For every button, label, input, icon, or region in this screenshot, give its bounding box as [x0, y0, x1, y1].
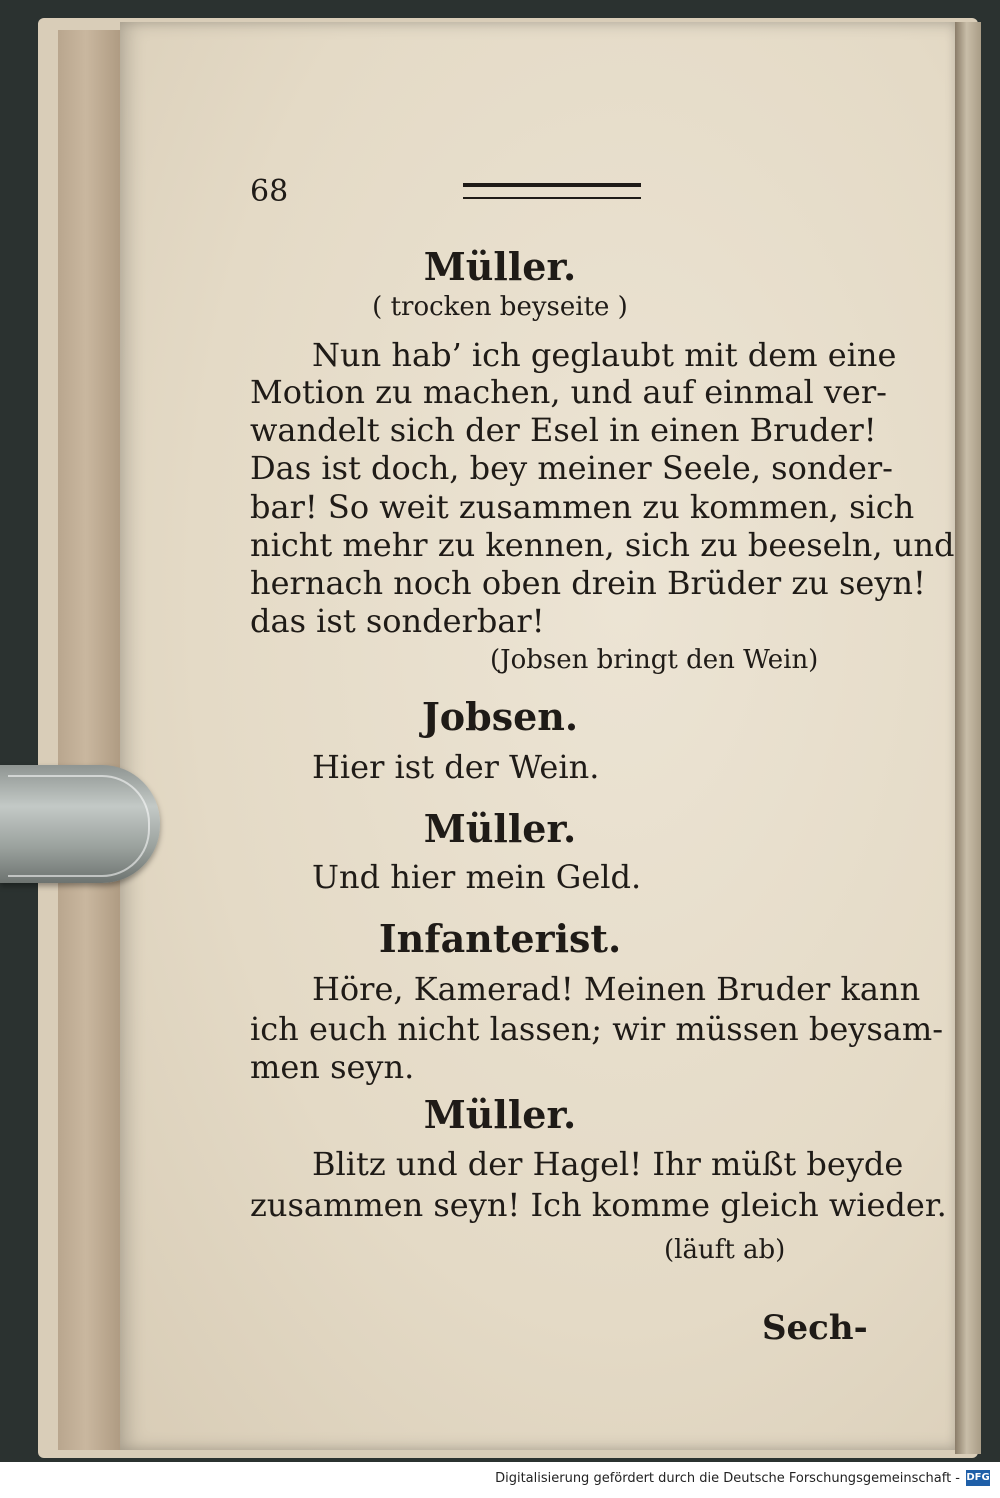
text-line: men seyn.: [250, 1048, 415, 1086]
speaker-name: Müller.: [423, 806, 577, 851]
footer-bar: [0, 1462, 1000, 1498]
text-line: Hier ist der Wein.: [312, 748, 600, 786]
text-line: Motion zu machen, und auf einmal ver-: [250, 373, 887, 411]
text-line: bar! So weit zusammen zu kommen, sich: [250, 488, 915, 526]
speaker-name: Jobsen.: [421, 694, 579, 739]
catchword: Sech-: [762, 1308, 868, 1348]
stage-direction: (Jobsen bringt den Wein): [490, 645, 819, 675]
text-line: nicht mehr zu kennen, sich zu beeseln, und: [250, 526, 955, 564]
dfg-logo: DFG: [966, 1470, 990, 1486]
stage-direction: (läuft ab): [664, 1235, 786, 1265]
text-line: zusammen seyn! Ich komme gleich wieder.: [250, 1186, 947, 1224]
text-line: Nun hab’ ich geglaubt mit dem eine: [312, 336, 897, 374]
speaker-name: Müller.: [423, 1092, 577, 1137]
text-line: Und hier mein Geld.: [312, 858, 642, 896]
text-line: das ist sonderbar!: [250, 602, 545, 640]
text-line: ich euch nicht lassen; wir müssen beysam-: [250, 1010, 944, 1048]
text-line: Das ist doch, bey meiner Seele, sonder-: [250, 449, 893, 487]
speaker-name: Müller.: [423, 244, 577, 289]
header-rule: [463, 183, 641, 199]
funding-credit: Digitalisierung gefördert durch die Deutsche Forschungsgemeinschaft -: [495, 1471, 960, 1486]
text-line: Blitz und der Hagel! Ihr müßt beyde: [312, 1145, 904, 1183]
stage-direction: ( trocken beyseite ): [372, 292, 628, 322]
text-line: hernach noch oben drein Brüder zu seyn!: [250, 564, 926, 602]
page-number: 68: [250, 174, 289, 209]
text-line: wandelt sich der Esel in einen Bruder!: [250, 411, 877, 449]
text-line: Höre, Kamerad! Meinen Bruder kann: [312, 970, 921, 1008]
page-stack-edge: [58, 30, 128, 1450]
speaker-name: Infanterist.: [378, 916, 622, 961]
